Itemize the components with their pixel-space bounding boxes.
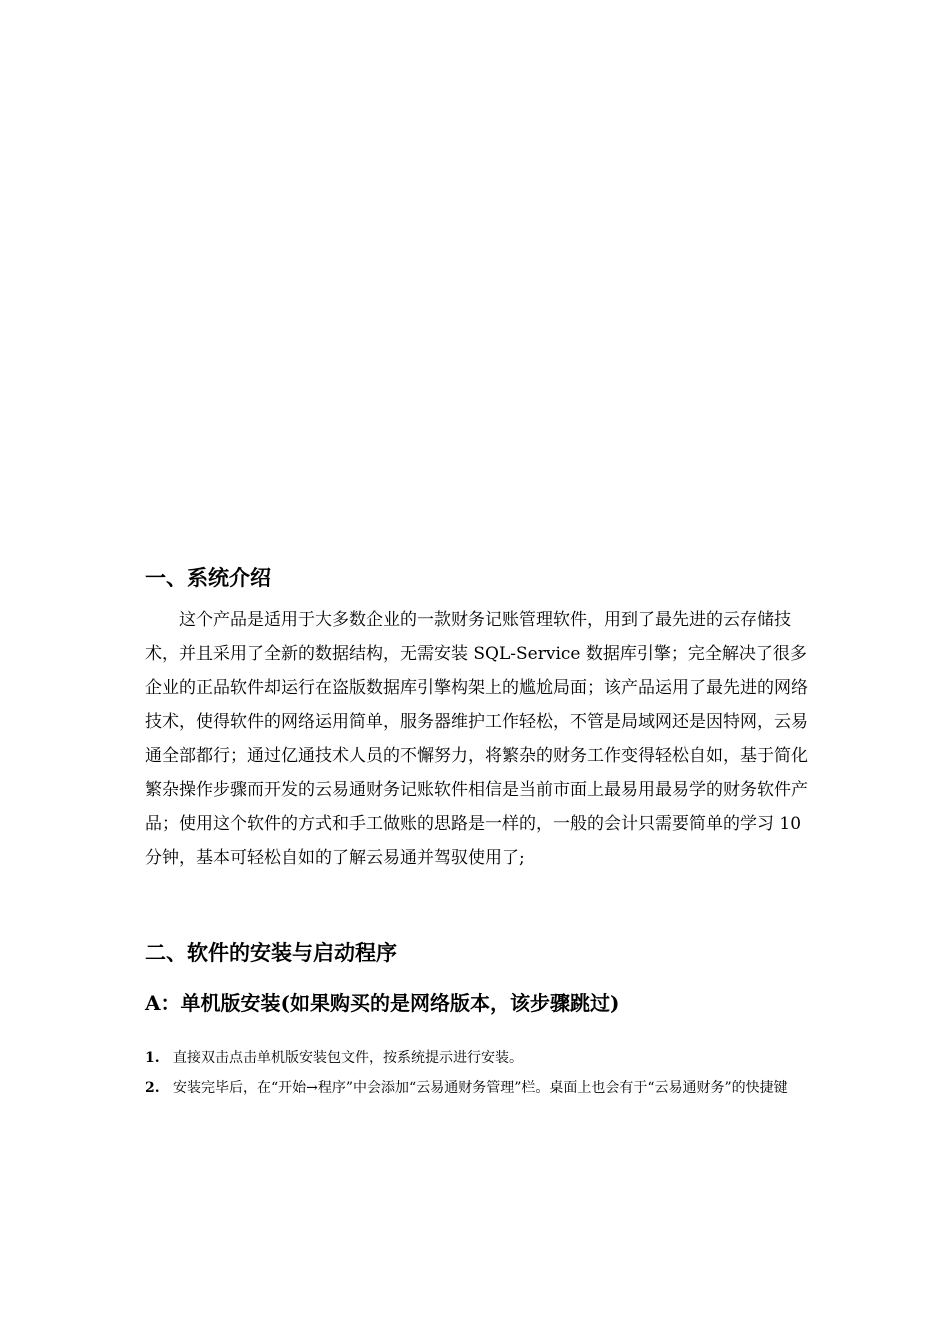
list-item	[145, 1073, 815, 1103]
intro-body	[145, 603, 815, 875]
subsection-heading-standalone-install: A：单机版安装(如果购买的是网络版本，该步骤跳过)	[145, 991, 620, 1015]
section-heading-system-intro: 一、系统介绍	[145, 566, 271, 590]
step-text: 直接双击点击单机版安装包文件，按系统提示进行安装。	[173, 1050, 523, 1066]
intro-paragraph: 这个产品是适用于大多数企业的一款财务记账管理软件，用到了最先进的云存储技术，并且采用了全新的数据结构，无需安装 SQL-Service 数据库引擎；完全解决了很多企业的正品软件却运行在盗版数据库引擎构架上的尴尬局面；该产品运用了最先进的网络技术，使得软件的网络运用简单，服务器维护工作轻松，不管是局域网还是因特网，云易通全部都行；通过亿通技术人员的不懈努力，将繁杂的财务工作变得轻松自如，基于简化繁杂操作步骤而开发的云易通财务记账软件相信是当前市面上最易用最易学的财务软件产品；使用这个软件的方式和手工做账的思路是一样的，一般的会计只需要简单的学习 10 分钟，基本可轻松自如的了解云易通并驾驭使用了;	[145, 610, 808, 868]
section-heading-install: 二、软件的安装与启动程序	[145, 941, 397, 965]
step-text: 安装完毕后，在“开始→程序”中会添加“云易通财务管理”栏。桌面上也会有于“云易通财务”的快捷键	[173, 1080, 788, 1096]
step-number: 2.	[145, 1080, 160, 1096]
install-steps-list	[145, 1043, 815, 1103]
step-number: 1.	[145, 1050, 160, 1066]
list-item	[145, 1043, 815, 1073]
